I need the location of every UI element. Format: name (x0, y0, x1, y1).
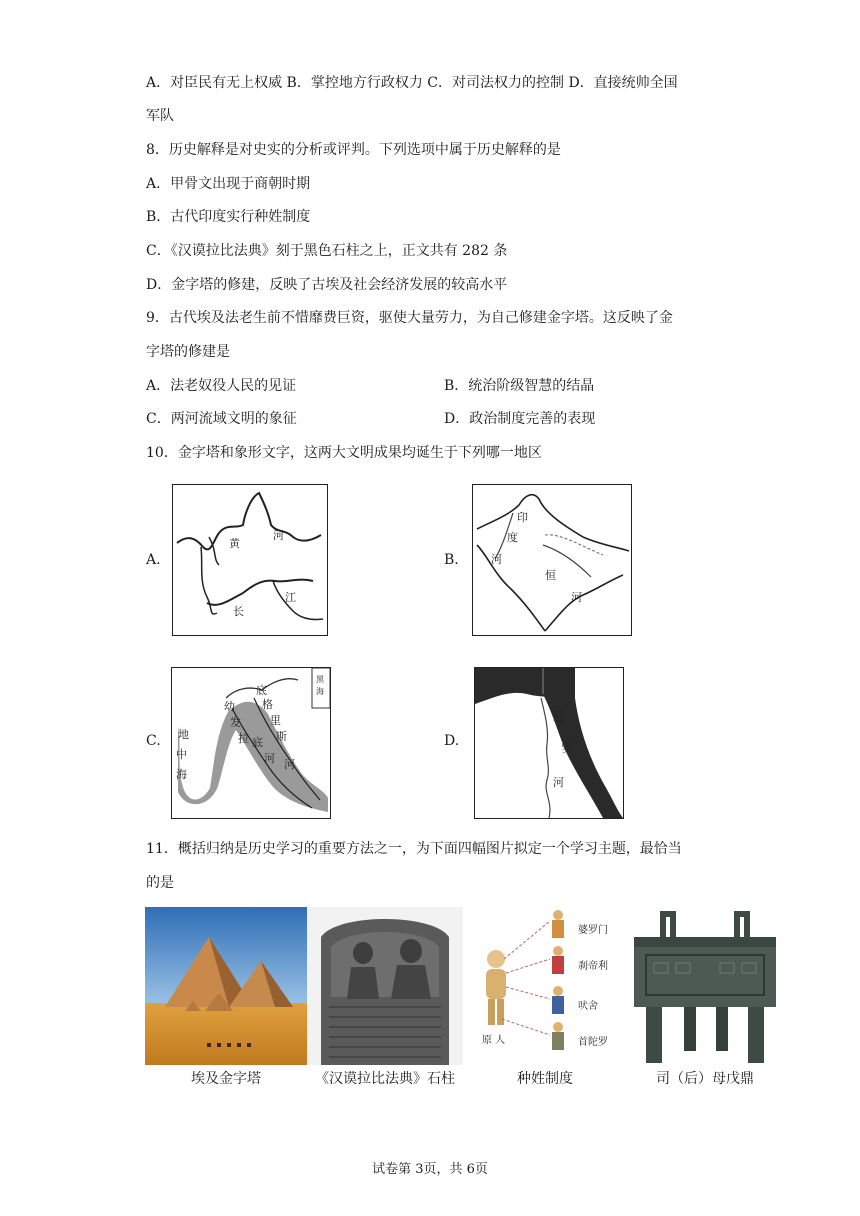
q8-stem: 8．历史解释是对史实的分析或评判。下列选项中属于历史解释的是 (146, 142, 561, 158)
map-b-char: 恒 (545, 569, 556, 582)
caption-hammurabi: 《汉谟拉比法典》石柱 (315, 1071, 455, 1087)
caste-label: 首陀罗 (578, 1037, 608, 1048)
map-b-char: 印 (517, 511, 528, 524)
map-b-char: 度 (507, 531, 518, 544)
map-a-char: 长 (233, 605, 244, 618)
caption-caste: 种姓制度 (517, 1071, 573, 1087)
map-a-char: 黄 (229, 537, 240, 550)
q8-option-b: B．古代印度实行种姓制度 (146, 209, 311, 225)
page-footer: 试卷第 3页，共 6页 (372, 1162, 488, 1177)
q9-option-b: B．统治阶级智慧的结晶 (444, 378, 595, 394)
q10-label-c: C. (146, 733, 161, 749)
q9-stem: 9．古代埃及法老生前不惜靡费巨资，驱使大量劳力，为自己修建金字塔。这反映了金 (146, 310, 673, 326)
map-b-char: 河 (491, 553, 502, 566)
q10-label-a: A. (146, 552, 161, 568)
map-c-char: 格 (262, 698, 273, 711)
q9-option-a: A．法老奴役人民的见证 (146, 378, 297, 394)
q9-stem-cont: 字塔的修建是 (146, 344, 230, 360)
map-c-char: 河 (264, 752, 275, 765)
map-a-china (172, 484, 328, 636)
map-c-char: 里 (270, 714, 281, 727)
map-c-char: 底 (252, 736, 263, 749)
caste-system-image (466, 907, 624, 1065)
map-a-char: 河 (273, 529, 284, 542)
q8-option-d: D．金字塔的修建，反映了古埃及社会经济发展的较高水平 (146, 277, 508, 293)
caste-label: 刹帝利 (578, 961, 608, 972)
map-c-char: 海 (316, 687, 324, 696)
map-c-char: 底 (256, 684, 267, 697)
map-c-char: 中 (176, 748, 187, 761)
q10-label-b: B. (444, 552, 459, 568)
map-d-char: 罗 (561, 742, 572, 755)
q11-stem-cont: 的是 (146, 875, 174, 891)
caption-ding: 司（后）母戊鼎 (656, 1071, 754, 1087)
q8-option-a: A．甲骨文出现于商朝时期 (146, 176, 311, 192)
q9-option-d: D．政治制度完善的表现 (444, 411, 596, 427)
map-c-mesopotamia (171, 667, 331, 819)
map-c-char: 拉 (238, 732, 249, 745)
q11-stem: 11．概括归纳是历史学习的重要方法之一，为下面四幅图片拟定一个学习主题，最恰当 (146, 841, 682, 857)
map-c-char: 黑 (316, 675, 324, 684)
map-c-char: 河 (284, 758, 295, 771)
q10-stem: 10．金字塔和象形文字，这两大文明成果均诞生于下列哪一地区 (146, 445, 542, 461)
caption-pyramids: 埃及金字塔 (191, 1071, 261, 1087)
caste-label: 婆罗门 (578, 925, 608, 936)
hammurabi-stele-image (307, 907, 463, 1065)
map-d-char: 河 (553, 776, 564, 789)
map-d-char: 尼 (553, 710, 564, 723)
q9-option-c: C．两河流域文明的象征 (146, 411, 297, 427)
map-a-char: 江 (285, 591, 296, 604)
q10-label-d: D. (444, 733, 460, 749)
houmuwu-ding-image (626, 907, 784, 1065)
map-c-char: 海 (176, 768, 187, 781)
q7-options-line: A．对臣民有无上权威 B．掌控地方行政权力 C．对司法权力的控制 D．直接统帅全国 (146, 75, 678, 91)
caste-label: 原 人 (482, 1035, 506, 1046)
q7-options-line-cont: 军队 (146, 108, 174, 124)
map-d-egypt (474, 667, 624, 819)
map-c-char: 发 (230, 716, 241, 729)
q8-option-c: C．《汉谟拉比法典》刻于黑色石柱之上，正文共有 282 条 (146, 243, 508, 259)
map-b-india (472, 484, 632, 636)
map-b-char: 河 (571, 591, 582, 604)
map-c-char: 斯 (276, 730, 287, 743)
caste-label: 吠舍 (578, 1001, 598, 1012)
pyramids-image (145, 907, 307, 1065)
map-c-char: 幼 (224, 700, 235, 713)
map-c-char: 地 (178, 728, 189, 741)
